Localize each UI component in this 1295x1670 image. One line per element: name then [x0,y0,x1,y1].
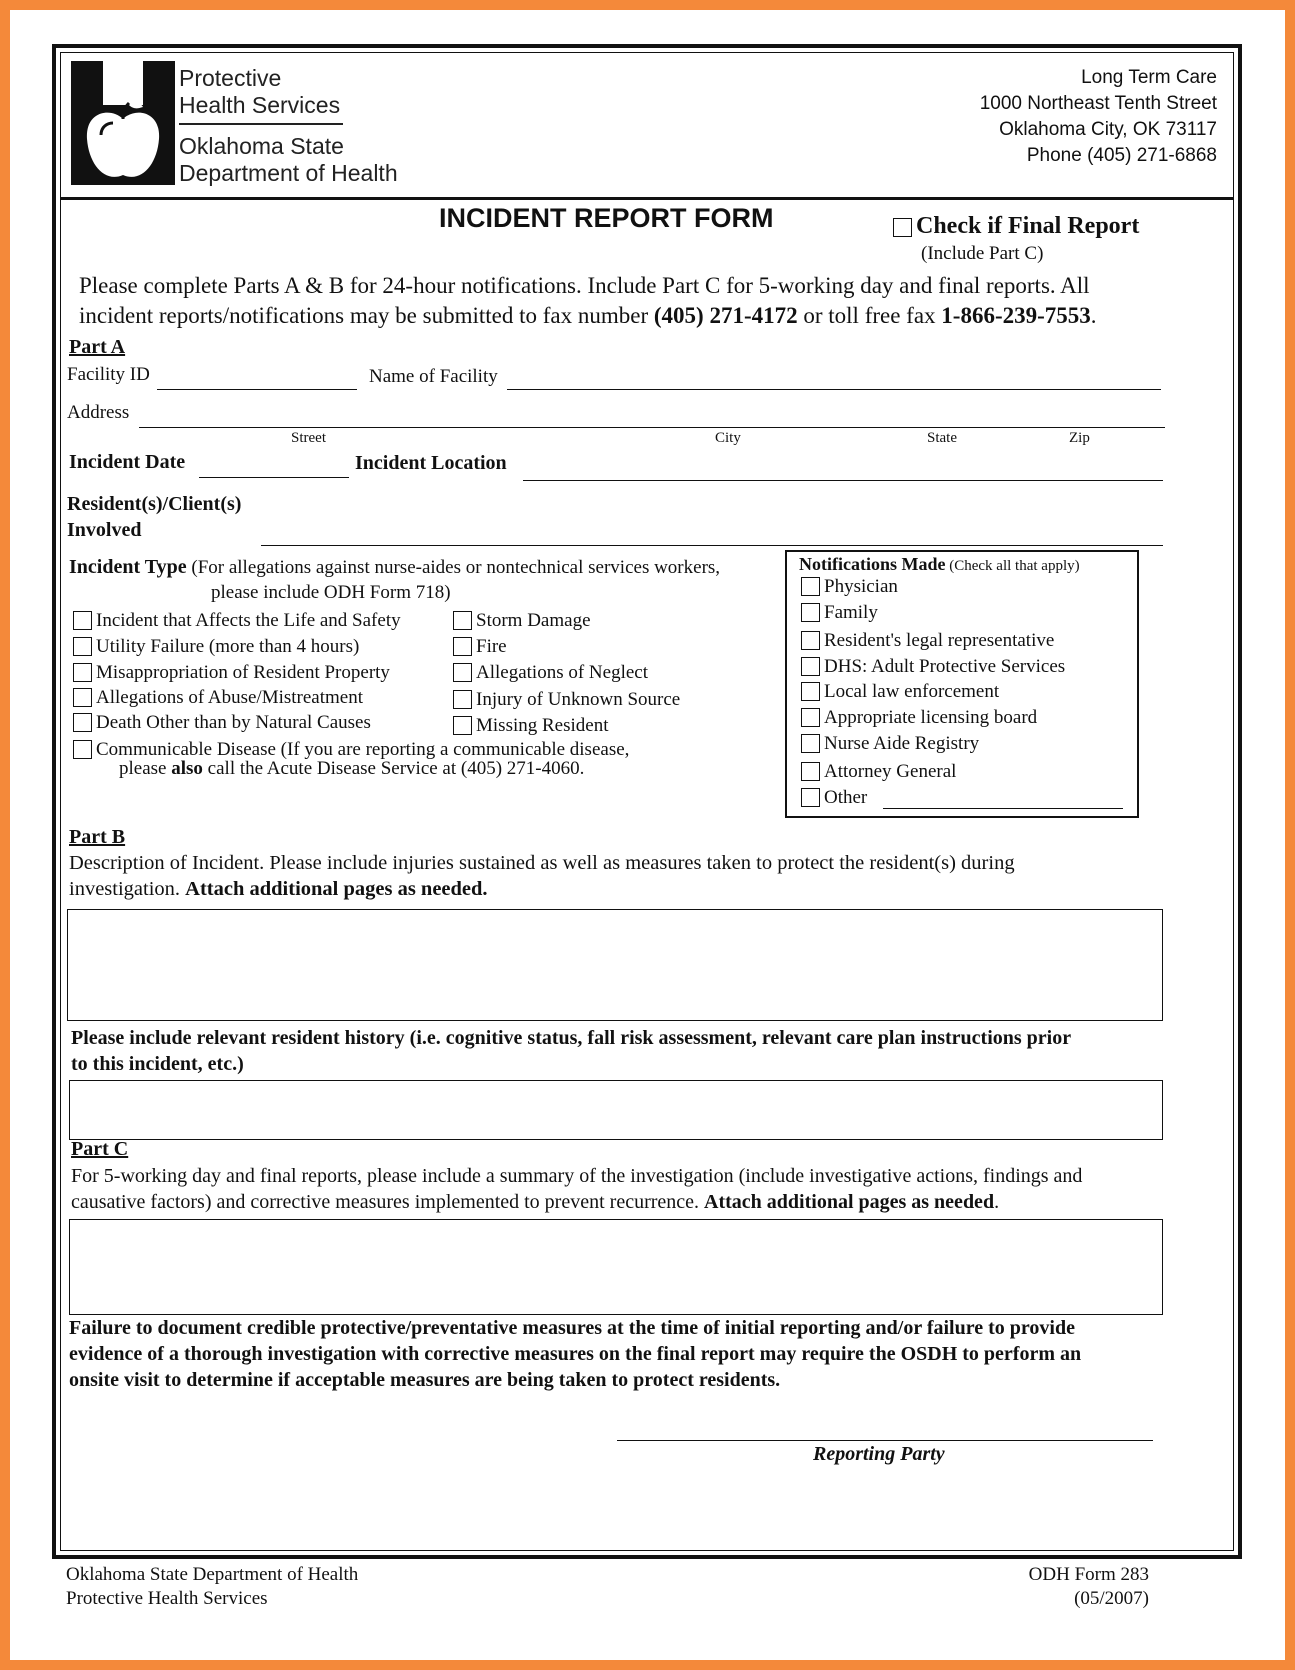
residents-label-2: Involved [67,519,142,541]
residents-label: Resident(s)/Client(s) [67,493,242,515]
checkbox[interactable] [453,637,472,656]
checkbox[interactable] [453,663,472,682]
logo-text-protective: Protective [179,65,282,91]
checkbox[interactable] [801,577,820,596]
incident-date-field[interactable] [199,477,349,478]
street-label: Street [291,430,326,446]
incident-type-option[interactable]: Allegations of Abuse/Mistreatment [73,687,363,709]
checkbox[interactable] [801,708,820,727]
facility-id-label: Facility ID [67,364,150,385]
warning-text: Failure to document credible protective/preventative measures at the time of initial reporting and/or failure to provide evidence of a thorough investigation with corrective measures on the final report may require the OSDH to perform an onsite visit to determine if acceptable measures are being taken to protect residents. [69,1317,1082,1391]
footer-form-number: ODH Form 283 [1028,1564,1149,1585]
footer-form-date: (05/2007) [1074,1588,1149,1609]
zip-label: Zip [1069,430,1090,446]
city-label: City [715,430,741,446]
checkbox[interactable] [801,734,820,753]
incident-type-heading: Incident Type (For allegations against nurse-aides or nontechnical services workers, [69,556,721,578]
agency-address [817,65,1217,169]
final-report-checkbox[interactable] [893,218,912,237]
checkbox[interactable] [801,788,820,807]
state-label: State [927,430,957,446]
checkbox[interactable] [801,762,820,781]
part-c-heading: Part C [71,1138,129,1160]
logo-divider [179,123,343,125]
checkbox[interactable] [453,611,472,630]
resident-history-prompt: Please include relevant resident history (i.e. cognitive status, fall risk assessment, relevant care plan instructions prior to this incident, etc.) [71,1027,1072,1075]
facility-name-label: Name of Facility [369,366,498,387]
incident-location-field[interactable] [523,480,1163,481]
incident-type-option[interactable]: Utility Failure (more than 4 hours) [73,636,359,658]
final-report-option[interactable] [893,213,1139,240]
notification-option[interactable]: Resident's legal representative [801,630,1054,652]
address-line: 1000 Northeast Tenth Street [979,93,1217,114]
footer-agency: Oklahoma State Department of Health [66,1564,359,1585]
notification-option[interactable]: Physician [801,576,898,598]
incident-type-option[interactable]: Communicable Disease (If you are reporting a communicable disease, [73,739,629,761]
notification-option[interactable]: DHS: Adult Protective Services [801,656,1065,678]
checkbox[interactable] [73,611,92,630]
instructions-line: Please complete Parts A & B for 24-hour notifications. Include Part C for 5-working day and final reports. All [79,273,1090,298]
incident-type-option[interactable]: Missing Resident [453,715,608,737]
form-border [52,44,1242,1559]
header-rule [61,197,1233,200]
incident-type-option[interactable]: Injury of Unknown Source [453,689,680,711]
facility-id-field[interactable] [157,389,357,390]
logo-text-department: Department of Health [179,160,398,186]
notifications-box [785,550,1139,818]
part-c-description: For 5-working day and final reports, please include a summary of the investigation (include investigative actions, findings and causative factors) and corrective measures implemented to prevent recurrence. Attach additional pages as needed. [71,1165,1083,1213]
part-a-heading: Part A [69,336,126,358]
logo-text-oklahoma: Oklahoma State [179,133,344,159]
checkbox[interactable] [73,713,92,732]
notifications-heading: Notifications Made (Check all that apply) [799,554,1080,574]
checkbox[interactable] [801,631,820,650]
checkbox[interactable] [801,603,820,622]
resident-history-box[interactable] [69,1080,1163,1140]
part-b-description: Description of Incident. Please include injuries sustained as well as measures taken to protect the resident(s) during investigation. Attach additional pages as needed. [69,852,1015,900]
apple-logo-icon [71,61,175,185]
footer-division: Protective Health Services [66,1588,268,1609]
address-line: Phone (405) 271-6868 [1026,145,1217,166]
other-field[interactable] [883,808,1123,809]
communicable-note: please also call the Acute Disease Service at (405) 271-4060. [119,758,585,779]
checkbox[interactable] [801,682,820,701]
facility-name-field[interactable] [507,389,1161,390]
checkbox[interactable] [73,637,92,656]
notification-option[interactable]: Other [801,787,867,809]
incident-type-option[interactable]: Allegations of Neglect [453,662,648,684]
address-line: Long Term Care [1081,67,1217,88]
address-line: Oklahoma City, OK 73117 [999,119,1217,140]
signature-line[interactable] [617,1440,1153,1441]
address-field[interactable] [139,427,1165,428]
form-title: INCIDENT REPORT FORM [439,203,774,233]
address-label: Address [67,402,130,423]
incident-type-note: please include ODH Form 718) [211,582,451,603]
checkbox[interactable] [73,688,92,707]
checkbox[interactable] [73,740,92,759]
checkbox[interactable] [453,690,472,709]
logo-text-health-services: Health Services [179,92,341,118]
incident-type-option[interactable]: Incident that Affects the Life and Safety [73,610,401,632]
incident-type-option[interactable]: Storm Damage [453,610,591,632]
fax-number: (405) 271-4172 [653,303,798,328]
checkbox[interactable] [453,716,472,735]
part-b-heading: Part B [69,826,126,848]
form-page [10,10,1285,1660]
signature-label: Reporting Party [813,1443,945,1465]
incident-type-option[interactable]: Death Other than by Natural Causes [73,712,371,734]
instructions [79,271,1097,331]
final-report-note: (Include Part C) [921,243,1044,264]
notification-option[interactable]: Local law enforcement [801,681,999,703]
residents-field[interactable] [261,545,1163,546]
notification-option[interactable]: Nurse Aide Registry [801,733,979,755]
instructions-line: incident reports/notifications may be submitted to fax number (405) 271-4172 or toll free fax 1-866-239-7553. [79,303,1097,328]
incident-description-box[interactable] [67,909,1163,1021]
incident-type-option[interactable]: Misappropriation of Resident Property [73,662,390,684]
checkbox[interactable] [73,663,92,682]
final-report-label: Check if Final Report [916,213,1140,239]
incident-date-label: Incident Date [69,451,186,473]
incident-location-label: Incident Location [355,452,507,474]
toll-free-fax: 1-866-239-7553 [941,303,1091,328]
notification-option[interactable]: Appropriate licensing board [801,707,1037,729]
notification-option[interactable]: Family [801,602,878,624]
checkbox[interactable] [801,657,820,676]
investigation-summary-box[interactable] [69,1219,1163,1315]
notification-option[interactable]: Attorney General [801,761,956,783]
incident-type-option[interactable]: Fire [453,636,507,658]
